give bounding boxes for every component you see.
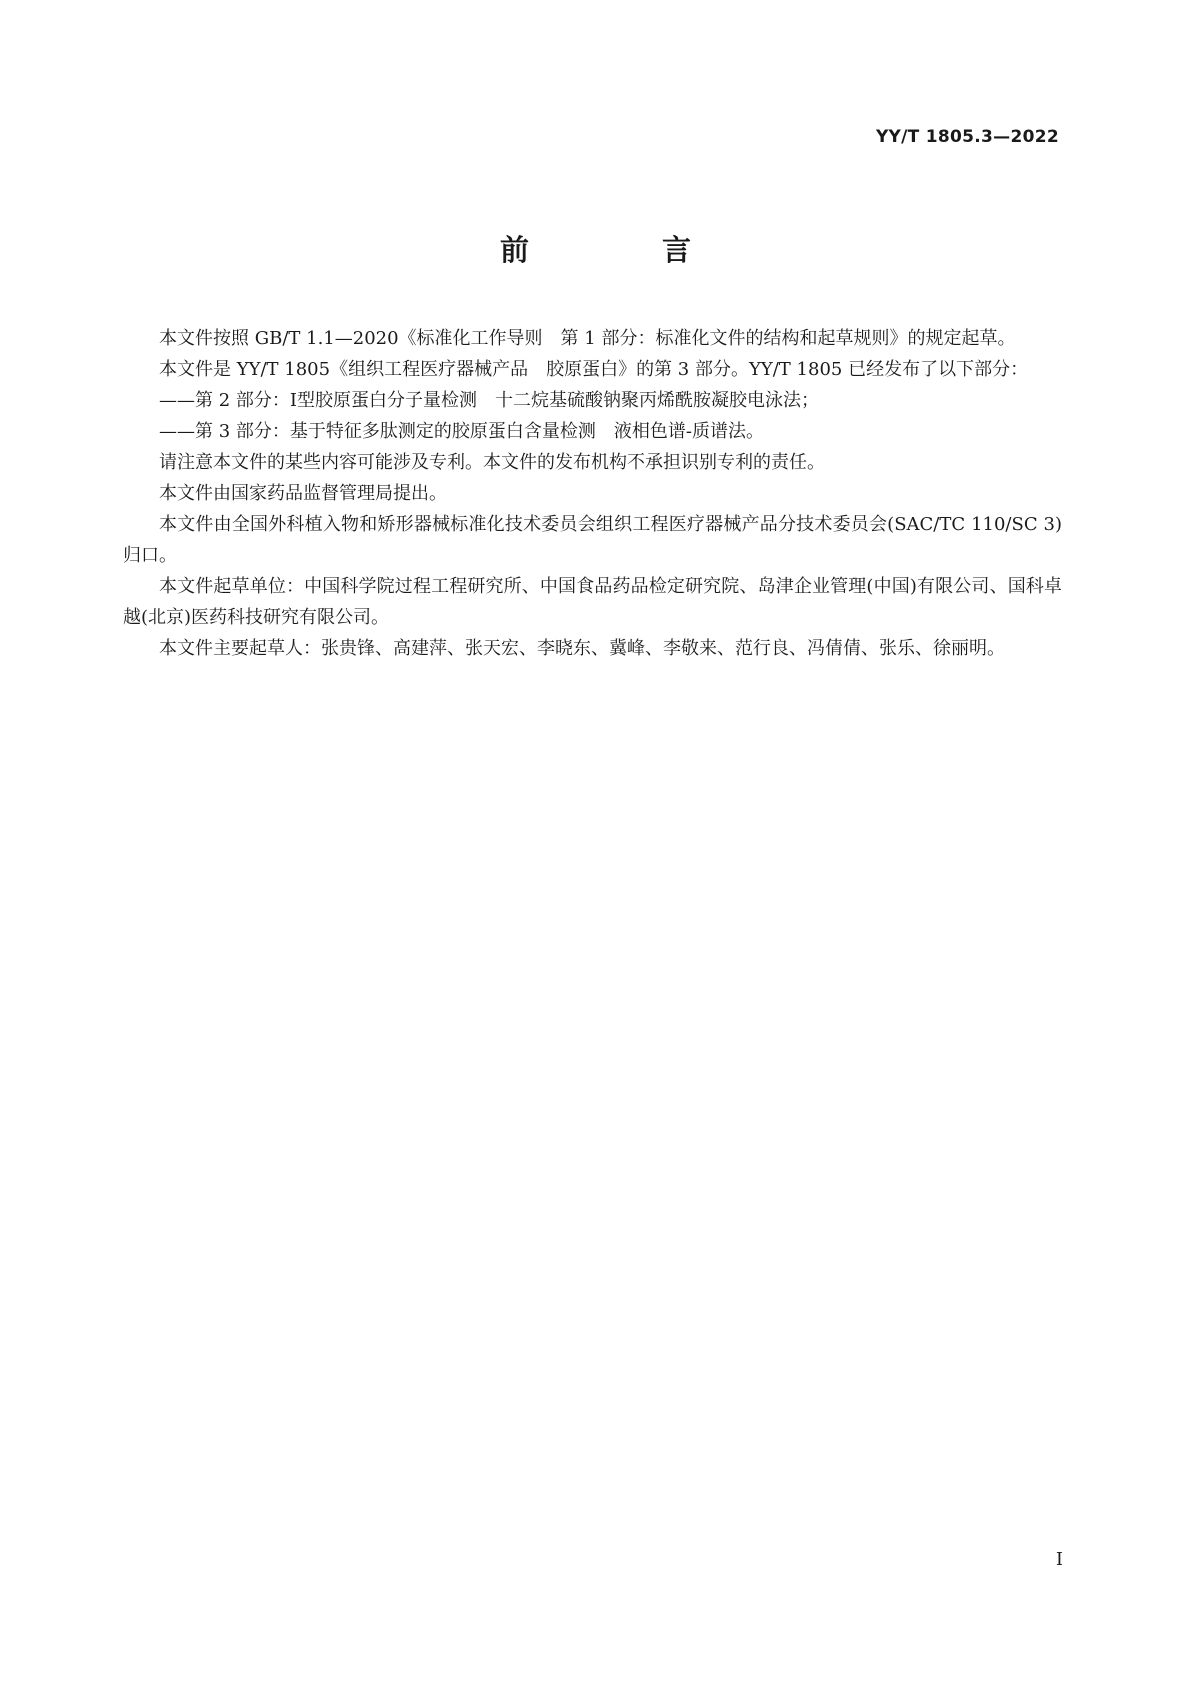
paragraph-drafters: 本文件主要起草人：张贵锋、高建萍、张天宏、李晓东、冀峰、李敬来、范行良、冯倩倩、张乐、徐丽明。 <box>159 638 1005 659</box>
list-item-part-2: ——第 2 部分：Ⅰ型胶原蛋白分子量检测 十二烷基硫酸钠聚丙烯酰胺凝胶电泳法； <box>159 390 820 411</box>
page-title: 前 言 <box>499 233 743 267</box>
standard-code: YY/T 1805.3—2022 <box>875 127 1059 147</box>
list-item-part-3: ——第 3 部分：基于特征多肽测定的胶原蛋白含量检测 液相色谱-质谱法。 <box>159 421 764 442</box>
page-number: I <box>1055 1549 1063 1570</box>
foreword-body <box>123 323 1062 664</box>
paragraph-centralized-by: 本文件由全国外科植入物和矫形器械标准化技术委员会组织工程医疗器械产品分技术委员会(SAC/TC 110/SC 3)归口。 <box>123 514 1062 566</box>
paragraph-drafting-units: 本文件起草单位：中国科学院过程工程研究所、中国食品药品检定研究院、岛津企业管理(中国)有限公司、国科卓越(北京)医药科技研究有限公司。 <box>123 576 1062 628</box>
paragraph-proposed-by: 本文件由国家药品监督管理局提出。 <box>159 483 447 504</box>
paragraph-drafting-rules: 本文件按照 GB/T 1.1—2020《标准化工作导则 第 1 部分：标准化文件的结构和起草规则》的规定起草。 <box>159 328 1016 349</box>
paragraph-patent-notice: 请注意本文件的某些内容可能涉及专利。本文件的发布机构不承担识别专利的责任。 <box>159 452 825 473</box>
paragraph-series-parts: 本文件是 YY/T 1805《组织工程医疗器械产品 胶原蛋白》的第 3 部分。YY/T 1805 已经发布了以下部分： <box>159 359 1029 380</box>
